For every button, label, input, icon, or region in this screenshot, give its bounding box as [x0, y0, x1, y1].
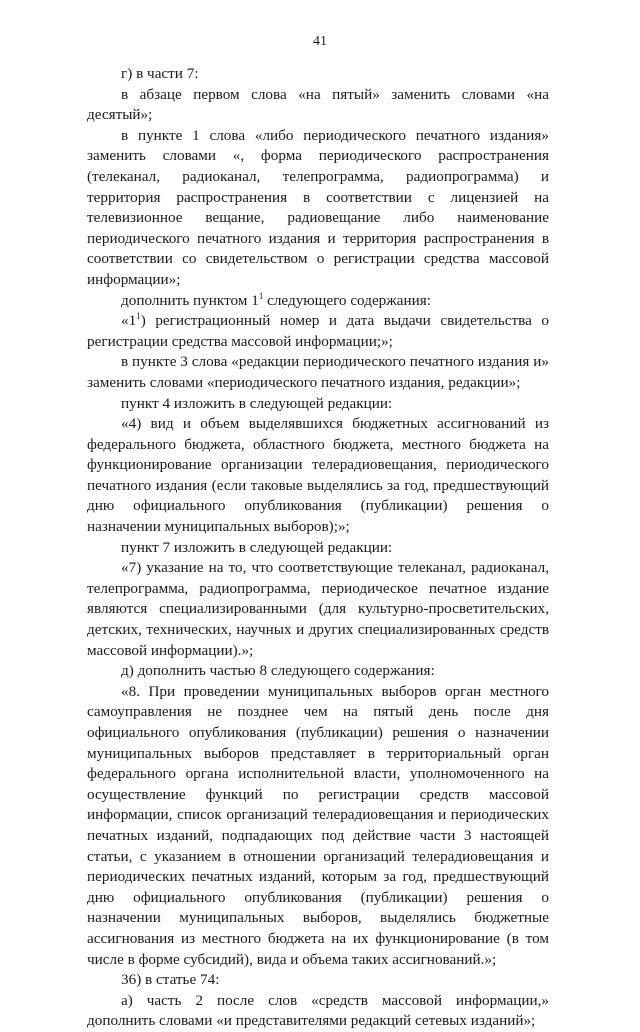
paragraph-text: в пункте 1 слова «либо периодического печатного издания» заменить словами «, форма периодического распространения (телеканал, радиоканал, телепрограмма, радиопрограмма) и территория распространения в соответствии с лицензией на телевизионное вещание, радиовещание либо наименование периодического печатного издания и территория распространения в соответствии со свидетельством о регистрации средства массовой информации»;: [87, 126, 549, 288]
paragraph-text: 36) в статье 74:: [121, 971, 220, 989]
paragraph: [87, 970, 549, 991]
paragraph: [87, 85, 549, 126]
paragraph: [87, 394, 549, 415]
paragraph: [87, 64, 549, 85]
paragraph-text: «1: [121, 312, 137, 330]
superscript: 1: [258, 290, 264, 301]
paragraph-text-continued: ) регистрационный номер и дата выдачи свидетельства о регистрации средства массовой информации;»;: [87, 312, 549, 350]
paragraph: [87, 661, 549, 682]
paragraph-text: г) в части 7:: [121, 65, 199, 82]
paragraph: [87, 682, 549, 970]
paragraph-text: д) дополнить частью 8 следующего содержания:: [121, 662, 435, 680]
paragraph: [87, 291, 549, 312]
superscript: 1: [136, 311, 141, 322]
paragraph-text: в абзаце первом слова «на пятый» заменить словами «на десятый»;: [87, 85, 549, 124]
paragraph: [87, 558, 549, 661]
paragraph: [87, 311, 549, 352]
paragraph-text: пункт 7 изложить в следующей редакции:: [121, 538, 393, 556]
paragraph-text-continued: следующего содержания:: [263, 291, 431, 309]
paragraph-text: а) часть 2 после слов «средств массовой информации,» дополнить словами «и представителями редакций сетевых изданий»;: [87, 991, 549, 1030]
paragraph-text: дополнить пунктом 1: [121, 291, 259, 309]
paragraph-text: «7) указание на то, что соответствующие телеканал, радиоканал, телепрограмма, радиопрограмма, периодическое печатное издание являются специализированными (для культурно-просветительских, детских, технических, научных и других специализированных средств массовой информации).»;: [87, 559, 549, 659]
paragraph: [87, 991, 549, 1032]
paragraph: [87, 352, 549, 393]
paragraph: [87, 126, 549, 291]
paragraph-text: «4) вид и объем выделявшихся бюджетных ассигнований из федерального бюджета, областного бюджета, местного бюджета на функционирование организации телерадиовещания, периодического печатного издания (если таковые выделялись за год, предшествующий дню официального опубликования (публикации) решения о назначении муниципальных выборов);»;: [87, 415, 549, 536]
document-body: [87, 64, 549, 1032]
paragraph-text: «8. При проведении муниципальных выборов орган местного самоуправления не позднее чем на пятый день после дня официального опубликования (публикации) решения о назначении муниципальных выборов представляет в территориальный орган федерального органа исполнительной власти, уполномоченного на осуществление функций по регистрации средств массовой информации, список организаций телерадиовещания и периодических печатных изданий, подпадающих под действие части 3 настоящей статьи, с указанием в отношении организаций телерадиовещания и периодических печатных изданий, которым за год, предшествующий дню официального опубликования (публикации) решения о назначении муниципальных выборов, выделялись бюджетные ассигнования из местного бюджета на их функционирование (в том числе в форме субсидий), вида и объема таких ассигнований.»;: [87, 682, 549, 968]
paragraph: [87, 414, 549, 538]
paragraph-text: в пункте 3 слова «редакции периодического печатного издания и» заменить словами «периодического печатного издания, редакции»;: [87, 353, 549, 391]
paragraph-text: пункт 4 изложить в следующей редакции:: [121, 394, 393, 412]
page-number: 41: [313, 34, 327, 49]
paragraph: [87, 538, 549, 559]
